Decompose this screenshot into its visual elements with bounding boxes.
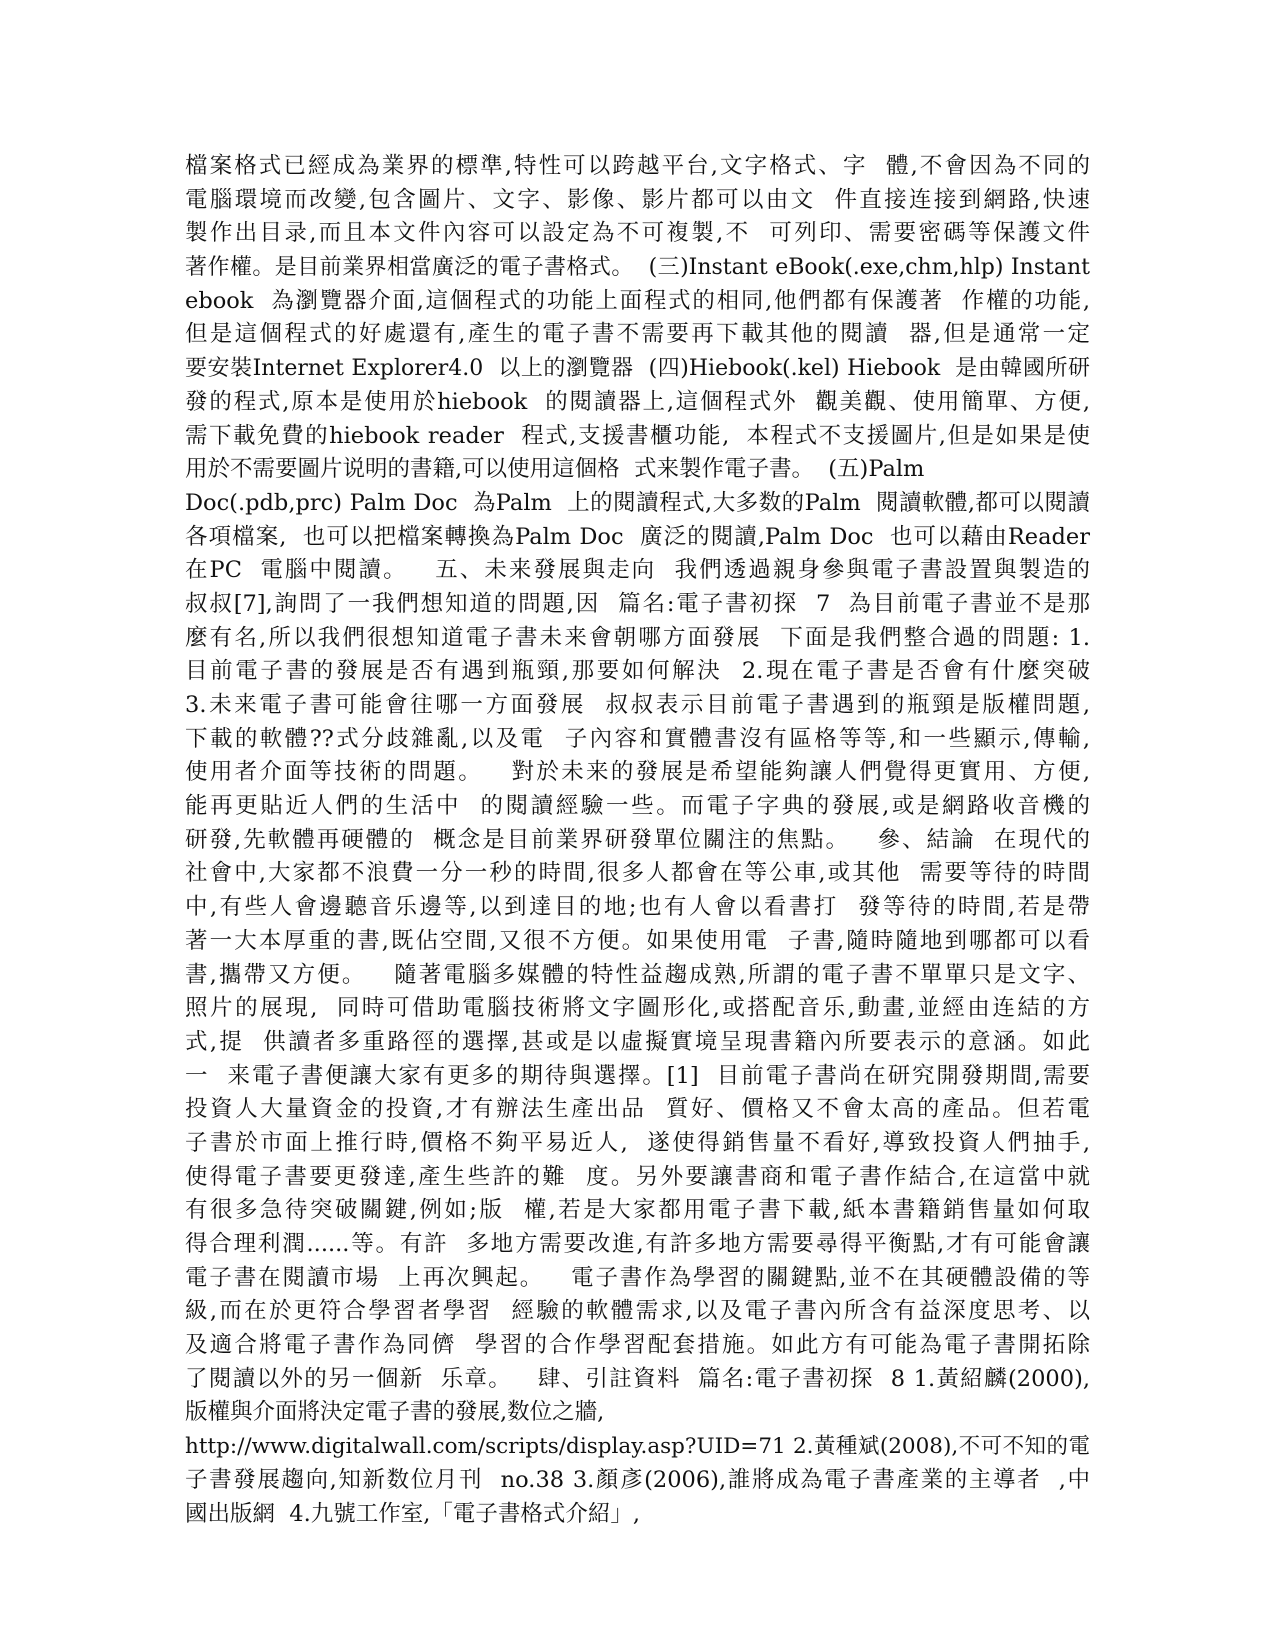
body-text	[185, 150, 1090, 1531]
text-line: 著作權。是目前業界相當廣泛的電子書格式。 (三)Instant eBook(.exe,chm,hlp) Instant	[185, 255, 1090, 281]
text-line: 電腦環境而改變,包含圖片、文字、影像、影片都可以由文 件直接连接到網路,快速	[185, 186, 1090, 213]
text-line: ebook 為瀏覽器介面,這個程式的功能上面程式的相同,他們都有保護著 作權的功能,	[185, 287, 1090, 314]
text-line: 國出版網 4.九號工作室,「電子書格式介紹」,	[185, 1500, 641, 1527]
text-line: 中,有些人會邊聽音乐邊等,以到達目的地;也有人會以看書打 發等待的時間,若是帶	[185, 894, 1090, 921]
text-line: http://www.digitalwall.com/scripts/display.asp?UID=71 2.黃種斌(2008),不可不知的電	[185, 1434, 1090, 1460]
text-line: 麼有名,所以我們很想知道電子書未来會朝哪方面發展 下面是我們整合過的問題: 1.	[185, 624, 1090, 651]
text-line: 製作出目录,而且本文件內容可以設定為不可複製,不 可列印、需要密碼等保護文件	[185, 220, 1090, 247]
text-line: 照片的展現, 同時可借助電腦技術將文字圖形化,或搭配音乐,動畫,並經由连結的方	[185, 995, 1090, 1022]
text-line: 書,攜帶又方便。 隨著電腦多媒體的特性益趨成熟,所謂的電子書不單單只是文字、	[185, 961, 1090, 988]
text-line: 檔案格式已經成為業界的標準,特性可以跨越平台,文字格式、字 體,不會因為不同的	[185, 153, 1090, 179]
text-line: 叔叔[7],詢問了一我們想知道的問題,因 篇名:電子書初探 7 為目前電子書並不是那	[185, 590, 1090, 617]
text-line: 使用者介面等技術的問題。 對於未来的發展是希望能夠讓人們覺得更實用、方便,	[185, 759, 1090, 786]
text-line: 投資人大量資金的投資,才有辦法生產出品 質好、價格又不會太高的產品。但若電	[185, 1096, 1090, 1123]
text-line: 得合理利潤......等。有許 多地方需要改進,有許多地方需要尋得平衡點,才有可能會讓	[185, 1231, 1090, 1257]
text-line: 了閱讀以外的另一個新 乐章。 肆、引註資料 篇名:電子書初探 8 1.黃紹麟(2000),	[185, 1365, 1090, 1392]
text-line: 使得電子書要更發達,產生些許的難 度。另外要讓書商和電子書作結合,在這當中就	[185, 1163, 1090, 1190]
text-line: 子書發展趨向,知新数位月刊 no.38 3.顏彥(2006),誰將成為電子書產業的主導者 ,中	[185, 1466, 1090, 1493]
text-line: Doc(.pdb,prc) Palm Doc 為Palm 上的閱讀程式,大多数的Palm 閱讀軟體,都可以閱讀	[185, 489, 1090, 516]
text-line: 有很多急待突破關鍵,例如;版 權,若是大家都用電子書下載,紙本書籍銷售量如何取	[185, 1197, 1090, 1224]
text-line: 發的程式,原本是使用於hiebook 的閱讀器上,這個程式外 觀美觀、使用簡單、方便,	[185, 388, 1090, 415]
text-line: 子書於市面上推行時,價格不夠平易近人, 遂使得銷售量不看好,導致投資人們抽手,	[185, 1129, 1090, 1156]
text-line: 級,而在於更符合學習者學習 經驗的軟體需求,以及電子書內所含有益深度思考、以	[185, 1298, 1090, 1325]
text-line: 3.未来電子書可能會往哪一方面發展 叔叔表示目前電子書遇到的瓶頸是版權問題,	[185, 692, 1090, 718]
text-line: 及適合將電子書作為同儕 學習的合作學習配套措施。如此方有可能為電子書開拓除	[185, 1332, 1090, 1359]
text-line: 版權與介面將決定電子書的發展,数位之牆,	[185, 1399, 605, 1426]
text-line: 但是這個程式的好處還有,產生的電子書不需要再下載其他的閱讀 器,但是通常一定	[185, 321, 1090, 348]
text-line: 能再更貼近人們的生活中 的閱讀經驗一些。而電子字典的發展,或是網路收音機的	[185, 793, 1090, 820]
text-line: 研發,先軟體再硬體的 概念是目前業界研發單位關注的焦點。 參、結論 在現代的	[185, 826, 1090, 853]
text-line: 下載的軟體??式分歧雜亂,以及電 子內容和實體書沒有區格等等,和一些顯示,傳輸,	[185, 725, 1090, 752]
text-line: 著一大本厚重的書,既佔空間,又很不方便。如果使用電 子書,隨時隨地到哪都可以看	[185, 927, 1090, 954]
text-line: 社會中,大家都不浪費一分一秒的時間,很多人都會在等公車,或其他 需要等待的時間	[185, 860, 1090, 887]
text-line: 需下載免費的hiebook reader 程式,支援書櫃功能, 本程式不支援圖片,但是如果是使	[185, 422, 1090, 449]
text-line: 式,提 供讀者多重路徑的選擇,甚或是以虛擬實境呈現書籍內所要表示的意涵。如此	[185, 1028, 1090, 1055]
text-line: 各項檔案, 也可以把檔案轉換為Palm Doc 廣泛的閱讀,Palm Doc 也可以藉由Reader	[185, 523, 1090, 550]
text-line: 一 来電子書便讓大家有更多的期待與選擇。[1] 目前電子書尚在研究開發期間,需要	[185, 1062, 1090, 1089]
text-line: 用於不需要圖片说明的書籍,可以使用這個格 式来製作電子書。 (五)Palm	[185, 456, 925, 483]
text-line: 在PC 電腦中閱讀。 五、未来發展與走向 我們透過親身參與電子書設置與製造的	[185, 557, 1090, 584]
text-line: 電子書在閱讀市場 上再次興起。 電子書作為學習的關鍵點,並不在其硬體設備的等	[185, 1264, 1090, 1291]
text-line: 目前電子書的發展是否有遇到瓶頸,那要如何解決 2.現在電子書是否會有什麼突破	[185, 658, 1090, 685]
text-line: 要安裝Internet Explorer4.0 以上的瀏覽器 (四)Hiebook(.kel) Hiebook 是由韓國所研	[185, 356, 1090, 382]
